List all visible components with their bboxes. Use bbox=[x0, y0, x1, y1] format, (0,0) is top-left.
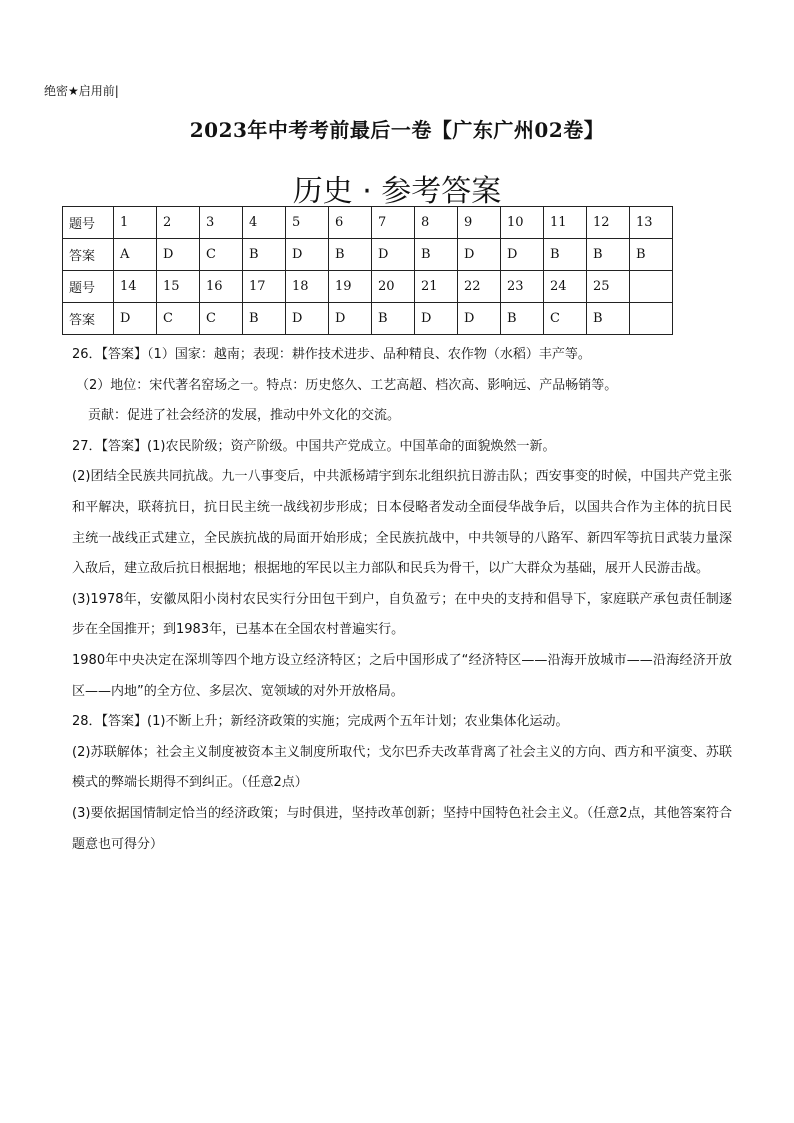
answer-28-part2: (2)苏联解体；社会主义制度被资本主义制度所取代；戈尔巴乔夫改革背离了社会主义的方向、西方和平演变、苏联模式的弊端长期得不到纠正。（任意2点） bbox=[72, 744, 732, 791]
question-number: 18 bbox=[286, 271, 329, 303]
table-row bbox=[63, 239, 673, 271]
question-number: 15 bbox=[157, 271, 200, 303]
question-number: 3 bbox=[200, 207, 243, 239]
row-label: 题号 bbox=[63, 207, 114, 239]
question-number: 8 bbox=[415, 207, 458, 239]
answer-27-part3: (3)1978年，安徽凤阳小岗村农民实行分田包干到户，自负盈亏；在中央的支持和倡导下，家庭联产承包责任制逐步在全国推开；到1983年，已基本在全国农村普遍实行。 bbox=[72, 591, 732, 638]
row-label: 答案 bbox=[63, 303, 114, 335]
question-number: 21 bbox=[415, 271, 458, 303]
answer-cell: B bbox=[243, 239, 286, 271]
answer-28-part1: 28．【答案】(1)不断上升；新经济政策的实施；完成两个五年计划；农业集体化运动。 bbox=[72, 714, 569, 730]
answer-cell: B bbox=[329, 239, 372, 271]
answer-cell: D bbox=[157, 239, 200, 271]
question-number: 13 bbox=[630, 207, 673, 239]
question-number: 12 bbox=[587, 207, 630, 239]
answer-cell: D bbox=[114, 303, 157, 335]
answer-27-part2: (2)团结全民族共同抗战。九一八事变后，中共派杨靖宇到东北组织抗日游击队；西安事变的时候，中国共产党主张和平解决，联蒋抗日，抗日民主统一战线初步形成；日本侵略者发动全面侵华战争后，以国共合作为主体的抗日民主统一战线正式建立，全民族抗战的局面开始形成；全民族抗战中，中共领导的八路军、新四军等抗日武装力量深入敌后，建立敌后抗日根据地；根据地的军民以主力部队和民兵为骨干，以广大群众为基础，展开人民游击战。 bbox=[72, 469, 732, 577]
answer-cell: C bbox=[544, 303, 587, 335]
answer-cell: A bbox=[114, 239, 157, 271]
question-number: 1 bbox=[114, 207, 157, 239]
question-number: 24 bbox=[544, 271, 587, 303]
answer-cell bbox=[630, 303, 673, 335]
answer-27-part4: 1980年中央决定在深圳等四个地方设立经济特区；之后中国形成了“经济特区——沿海开放城市——沿海经济开放区——内地”的全方位、多层次、宽领域的对外开放格局。 bbox=[72, 652, 732, 699]
document-subtitle: 历史 · 参考答案 bbox=[292, 174, 502, 209]
answer-cell: D bbox=[415, 303, 458, 335]
question-number: 16 bbox=[200, 271, 243, 303]
question-number: 10 bbox=[501, 207, 544, 239]
answer-explanations bbox=[72, 340, 732, 860]
answer-cell: D bbox=[329, 303, 372, 335]
question-number: 4 bbox=[243, 207, 286, 239]
answer-cell: D bbox=[458, 303, 501, 335]
table-row bbox=[63, 303, 673, 335]
question-number: 25 bbox=[587, 271, 630, 303]
answer-cell: B bbox=[501, 303, 544, 335]
question-number: 2 bbox=[157, 207, 200, 239]
table-row bbox=[63, 207, 673, 239]
answer-cell: D bbox=[458, 239, 501, 271]
answer-cell: B bbox=[587, 239, 630, 271]
answer-cell: B bbox=[630, 239, 673, 271]
answer-27-part1: 27．【答案】(1)农民阶级；资产阶级。中国共产党成立。中国革命的面貌焕然一新。 bbox=[72, 438, 556, 454]
answer-cell: B bbox=[243, 303, 286, 335]
answer-cell: C bbox=[157, 303, 200, 335]
answer-26-part2: （2）地位：宋代著名窑场之一。特点：历史悠久、工艺高超、档次高、影响远、产品畅销等。 bbox=[76, 377, 618, 393]
answer-cell: B bbox=[415, 239, 458, 271]
answer-28-part3: (3)要依据国情制定恰当的经济政策；与时俱进，坚持改革创新；坚持中国特色社会主义。（任意2点，其他答案符合题意也可得分） bbox=[72, 805, 732, 852]
confidential-mark: 绝密★启用前| bbox=[44, 84, 119, 98]
question-number: 22 bbox=[458, 271, 501, 303]
question-number: 5 bbox=[286, 207, 329, 239]
answer-26-part1: 26．【答案】（1）国家：越南；表现：耕作技术进步、品种精良、农作物（水稻）丰产等。 bbox=[72, 347, 591, 362]
question-number: 14 bbox=[114, 271, 157, 303]
question-number: 23 bbox=[501, 271, 544, 303]
answer-cell: D bbox=[372, 239, 415, 271]
question-number: 17 bbox=[243, 271, 286, 303]
row-label: 题号 bbox=[63, 271, 114, 303]
answer-cell: B bbox=[372, 303, 415, 335]
answer-26-part3: 贡献：促进了社会经济的发展，推动中外文化的交流。 bbox=[88, 408, 401, 424]
question-number: 9 bbox=[458, 207, 501, 239]
answer-cell: C bbox=[200, 303, 243, 335]
question-number: 20 bbox=[372, 271, 415, 303]
answer-cell: D bbox=[501, 239, 544, 271]
question-number: 19 bbox=[329, 271, 372, 303]
answer-cell: B bbox=[544, 239, 587, 271]
question-number bbox=[630, 271, 673, 303]
question-number: 6 bbox=[329, 207, 372, 239]
answer-cell: D bbox=[286, 303, 329, 335]
table-row bbox=[63, 271, 673, 303]
answer-cell: B bbox=[587, 303, 630, 335]
answer-cell: D bbox=[286, 239, 329, 271]
answer-table bbox=[62, 206, 673, 335]
question-number: 7 bbox=[372, 207, 415, 239]
document-title: 2023年中考考前最后一卷【广东广州02卷】 bbox=[189, 118, 605, 142]
answer-cell: C bbox=[200, 239, 243, 271]
row-label: 答案 bbox=[63, 239, 114, 271]
question-number: 11 bbox=[544, 207, 587, 239]
